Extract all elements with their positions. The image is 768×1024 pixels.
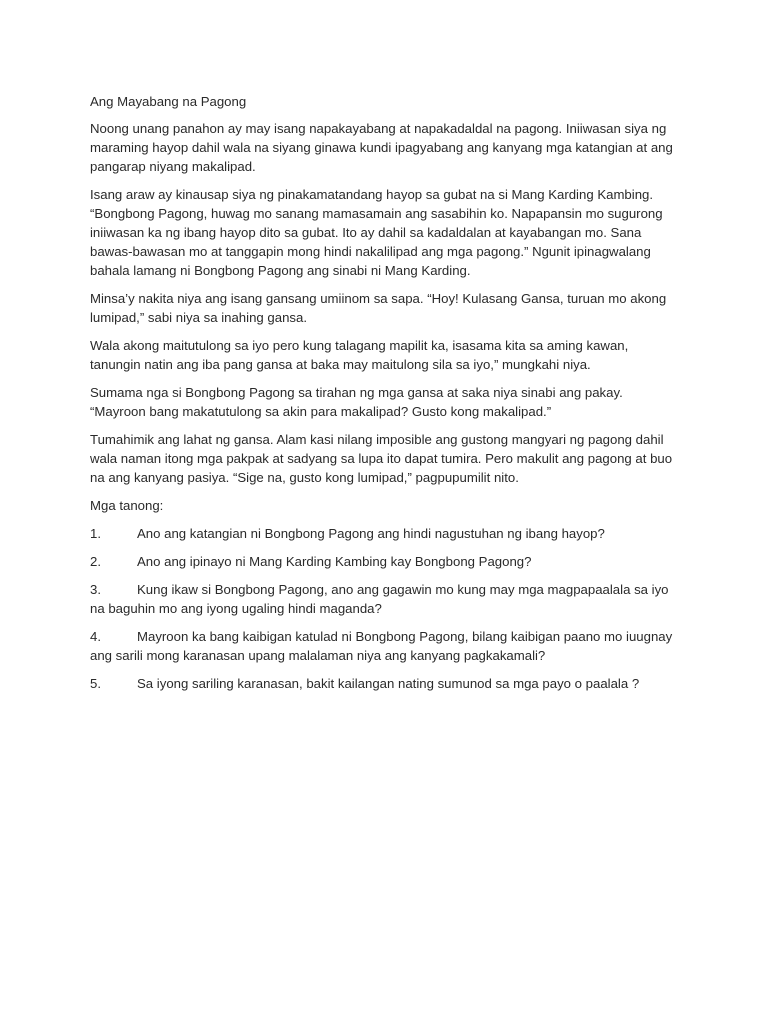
question-text: Kung ikaw si Bongbong Pagong, ano ang gagawin mo kung may mga magpapaalala sa iyo na baguhin mo ang iyong ugaling hindi maganda?	[90, 582, 669, 616]
question-number: 2.	[90, 554, 101, 569]
story-paragraph-1: Noong unang panahon ay may isang napakayabang at napakadaldal na pagong. Iniiwasan siya ng maraming hayop dahil wala na siyang ginawa kundi ipagyabang ang kanyang mga katangian at ang pangarap niyang makalipad.	[90, 121, 673, 174]
story-paragraph-3: Minsa’y nakita niya ang isang gansang umiinom sa sapa. “Hoy! Kulasang Gansa, turuan mo akong lumipad,” sabi niya sa inahing gansa.	[90, 291, 667, 325]
story-paragraph-5: Sumama nga si Bongbong Pagong sa tirahan ng mga gansa at saka niya sinabi ang pakay. “Mayroon bang makatutulong sa akin para makalipad? Gusto kong makalipad.”	[90, 385, 623, 419]
question-number: 5.	[90, 676, 101, 691]
story-paragraph-2: Isang araw ay kinausap siya ng pinakamatandang hayop sa gubat na si Mang Karding Kambing. “Bongbong Pagong, huwag mo sanang mamasamain ang sasabihin ko. Napapansin mo sugurong iniiwasan ka ng ibang hayop dito sa gubat. Ito ay dahil sa kadaldalan at kayabangan mo. Sana bawas-bawasan mo at tanggapin mong hindi nakalilipad ang mga pagong.” Ngunit ipinagwalang bahala lamang ni Bongbong Pagong ang sinabi ni Mang Karding.	[90, 187, 663, 278]
question-item-1	[90, 524, 680, 543]
story-paragraph-6: Tumahimik ang lahat ng gansa. Alam kasi nilang imposible ang gustong mangyari ng pagong dahil wala naman itong mga pakpak at sadyang sa lupa ito dapat tumira. Pero makulit ang pagong at buo na ang kanyang pasiya. “Sige na, gusto kong lumipad,” pagpupumilit nito.	[90, 432, 673, 485]
document-page	[90, 92, 680, 702]
question-text: Ano ang katangian ni Bongbong Pagong ang hindi nagustuhan ng ibang hayop?	[137, 526, 605, 541]
question-number: 3.	[90, 582, 101, 597]
questions-heading: Mga tanong:	[90, 498, 164, 513]
question-item-5	[90, 674, 680, 693]
document-title: Ang Mayabang na Pagong	[90, 94, 247, 109]
question-number: 4.	[90, 629, 101, 644]
question-item-4	[90, 627, 680, 665]
question-text: Ano ang ipinayo ni Mang Karding Kambing kay Bongbong Pagong?	[137, 554, 532, 569]
question-item-3	[90, 580, 680, 618]
question-text: Sa iyong sariling karanasan, bakit kailangan nating sumunod sa mga payo o paalala ?	[137, 676, 640, 691]
question-item-2	[90, 552, 680, 571]
story-paragraph-4: Wala akong maitutulong sa iyo pero kung talagang mapilit ka, isasama kita sa aming kawan, tanungin natin ang iba pang gansa at baka may maitulong sila sa iyo,” mungkahi niya.	[90, 338, 629, 372]
question-text: Mayroon ka bang kaibigan katulad ni Bongbong Pagong, bilang kaibigan paano mo iuugnay ang sarili mong karanasan upang malalaman niya ang kanyang pagkakamali?	[90, 629, 673, 663]
question-number: 1.	[90, 526, 101, 541]
